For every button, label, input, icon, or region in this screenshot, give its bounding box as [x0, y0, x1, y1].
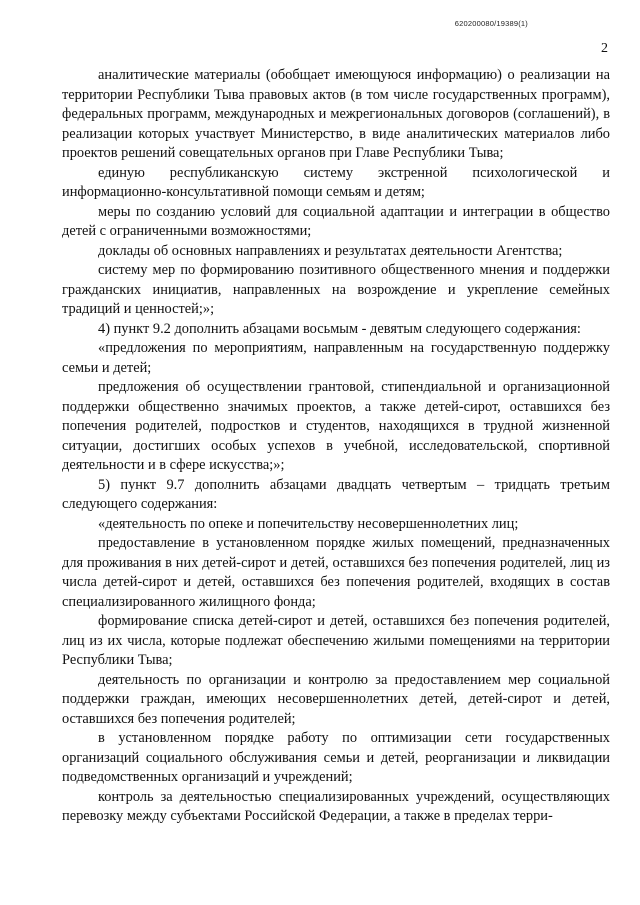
paragraph: аналитические материалы (обобщает имеющуюся информацию) о реализации на территории Республики Тыва правовых актов (в том числе государственных программ), федеральных программ, международных и межрегиональных договоров (соглашений), в реализации которых участвует Министерство, в виде аналитических материалов либо проектов решений совещательных органов при Главе Республики Тыва;: [62, 67, 610, 161]
paragraph: предложения об осуществлении грантовой, стипендиальной и организационной поддержки общественно значимых проектов, а также детей-сирот, оставшихся без попечения родителей, подростков и студентов, находящихся в трудной жизненной ситуации, достигших особых успехов в учебной, исследовательской, спортивной деятельности и в сфере искусства;»;: [62, 379, 610, 473]
paragraph: «предложения по мероприятиям, направленным на государственную поддержку семьи и детей;: [62, 340, 610, 376]
document-id: 620200080/19389(1): [454, 19, 528, 28]
paragraph: систему мер по формированию позитивного общественного мнения и поддержки гражданских инициатив, направленных на возрождение и укрепление семейных традиций и ценностей;»;: [62, 262, 610, 317]
paragraph: доклады об основных направлениях и результатах деятельности Агентства;: [98, 242, 563, 259]
paragraph: единую республиканскую систему экстренной психологической и информационно-консультативной помощи семьям и детям;: [62, 164, 610, 200]
paragraph: меры по созданию условий для социальной адаптации и интеграции в общество детей с ограниченными возможностями;: [62, 203, 610, 239]
paragraph: контроль за деятельностью специализированных учреждений, осуществляющих перевозку между субъектами Российской Федерации, а также в пределах терри-: [62, 788, 610, 824]
paragraph: предоставление в установленном порядке жилых помещений, предназначенных для проживания в них детей-сирот и детей, оставшихся без попечения родителей, лиц из числа детей-сирот и детей, оставшихся без попечения родителей, входящих в состав специализированного жилищного фонда;: [62, 535, 610, 610]
paragraph: 5) пункт 9.7 дополнить абзацами двадцать четвертым – тридцать третьим следующего содержания:: [62, 476, 610, 512]
document-body: [62, 66, 610, 827]
paragraph: деятельность по организации и контролю за предоставлением мер социальной поддержки граждан, имеющих несовершеннолетних детей, детей-сирот и детей, оставшихся без попечения родителей;: [62, 671, 610, 727]
paragraph: 4) пункт 9.2 дополнить абзацами восьмым - девятым следующего содержания:: [98, 320, 581, 337]
paragraph: «деятельность по опеке и попечительству несовершеннолетних лиц;: [98, 515, 519, 532]
paragraph: формирование списка детей-сирот и детей, оставшихся без попечения родителей, лиц из их числа, которые подлежат обеспечению жилыми помещениями на территории Республики Тыва;: [62, 613, 610, 668]
paragraph: в установленном порядке работу по оптимизации сети государственных организаций социального обслуживания семьи и детей, реорганизации и ликвидации подведомственных организаций и учреждений;: [62, 730, 610, 785]
page-number: 2: [601, 41, 608, 56]
